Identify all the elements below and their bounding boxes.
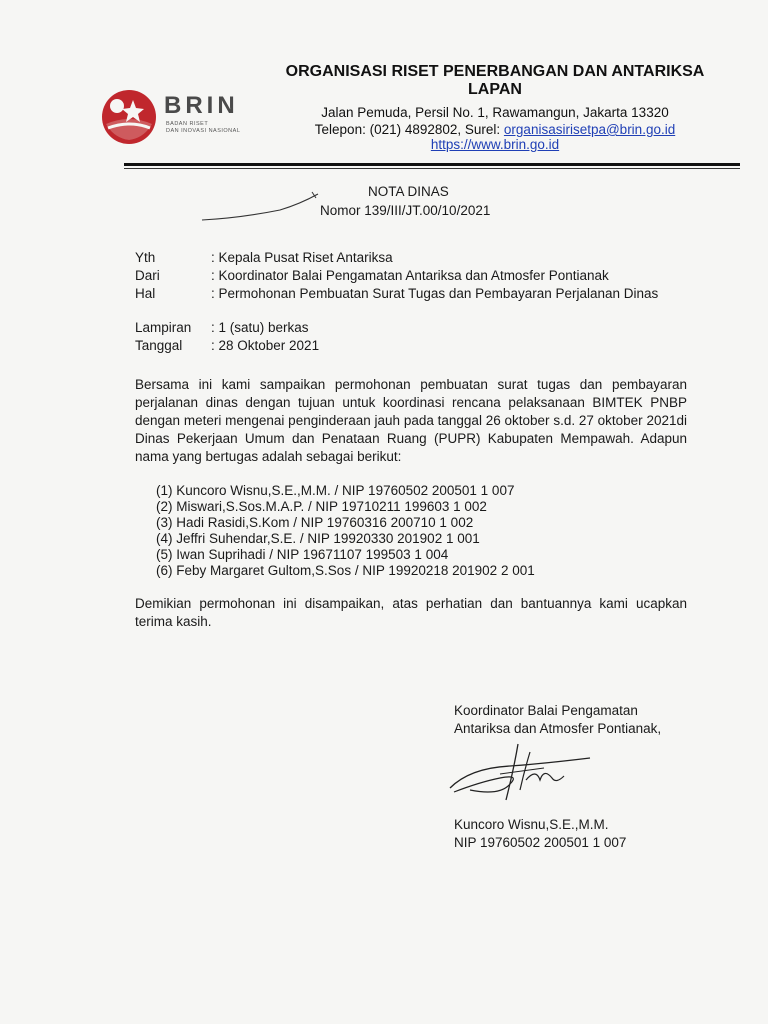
nota-number: Nomor 139/III/JT.00/10/2021 (320, 203, 491, 218)
org-name-line2: LAPAN (468, 81, 522, 98)
list-item: (3) Hadi Rasidi,S.Kom / NIP 19760316 200710 1 002 (156, 515, 474, 530)
signature-title-line1: Koordinator Balai Pengamatan (454, 703, 638, 718)
email-link[interactable]: organisasirisetpa@brin.go.id (503, 122, 676, 137)
handwritten-signature (440, 738, 600, 802)
list-item: (4) Jeffri Suhendar,S.E. / NIP 19920330 201902 1 001 (156, 531, 480, 546)
org-contact (250, 122, 740, 137)
website-link[interactable]: https://www.brin.go.id (430, 137, 560, 152)
signatory-nip: NIP 19760502 200501 1 007 (454, 835, 627, 850)
info-value: : Koordinator Balai Pengamatan Antariksa dan Atmosfer Pontianak (211, 268, 609, 283)
letterhead-divider-thin (124, 168, 740, 169)
info-label: Yth (135, 250, 156, 265)
info-label: Lampiran (135, 320, 192, 335)
list-item: (2) Miswari,S.Sos.M.A.P. / NIP 19710211 199603 1 002 (156, 499, 487, 514)
org-address: Jalan Pemuda, Persil No. 1, Rawamangun, Jakarta 13320 (321, 105, 669, 120)
logo-wordmark: BRIN (164, 92, 239, 119)
org-website (250, 137, 740, 152)
contact-label: Telepon: (021) 4892802, Surel: (314, 122, 504, 137)
paraf-mark (200, 190, 330, 230)
logo-subtitle-line1: BADAN RISET (166, 121, 209, 127)
body-paragraph-1: Bersama ini kami sampaikan permohonan pembuatan surat tugas dan pembayaran perjalanan dinas dengan tujuan untuk koordinasi rencana pelaksanaan BIMTEK PNBP dengan meteri mengenai penginderaan jauh pada tanggal 26 oktober s.d. 27 oktober 2021di Dinas Pekerjaan Umum dan Penataan Ruang (PUPR) Kabupaten Mempawah. Adapun nama yang bertugas adalah sebagai berikut: (135, 377, 687, 464)
nota-title: NOTA DINAS (368, 184, 449, 199)
info-value: : 28 Oktober 2021 (211, 338, 320, 353)
signatory-name: Kuncoro Wisnu,S.E.,M.M. (454, 817, 609, 832)
signatory (454, 816, 626, 852)
list-item: (5) Iwan Suprihadi / NIP 19671107 199503 1 004 (156, 547, 449, 562)
brin-logo (100, 88, 260, 146)
logo-subtitle (166, 121, 240, 135)
signature-title-line2: Antariksa dan Atmosfer Pontianak, (454, 721, 662, 736)
signature-title (454, 702, 661, 738)
info-label: Tanggal (135, 338, 183, 353)
info-value: : Kepala Pusat Riset Antariksa (211, 250, 393, 265)
logo-subtitle-line2: DAN INOVASI NASIONAL (166, 128, 241, 134)
assigned-persons-list (156, 483, 535, 579)
brin-logo-icon (100, 88, 158, 146)
letterhead-divider-thick (124, 163, 740, 166)
info-value: : Permohonan Pembuatan Surat Tugas dan Pembayaran Perjalanan Dinas (211, 286, 659, 301)
info-label: Dari (135, 268, 160, 283)
list-item: (6) Feby Margaret Gultom,S.Sos / NIP 19920218 201902 2 001 (156, 563, 535, 578)
info-value: : 1 (satu) berkas (211, 320, 309, 335)
list-item: (1) Kuncoro Wisnu,S.E.,M.M. / NIP 19760502 200501 1 007 (156, 483, 515, 498)
org-name-line1: ORGANISASI RISET PENERBANGAN DAN ANTARIKSA (285, 63, 705, 80)
info-label: Hal (135, 286, 156, 301)
body-paragraph-2: Demikian permohonan ini disampaikan, atas perhatian dan bantuannya kami ucapkan terima kasih. (135, 596, 687, 629)
